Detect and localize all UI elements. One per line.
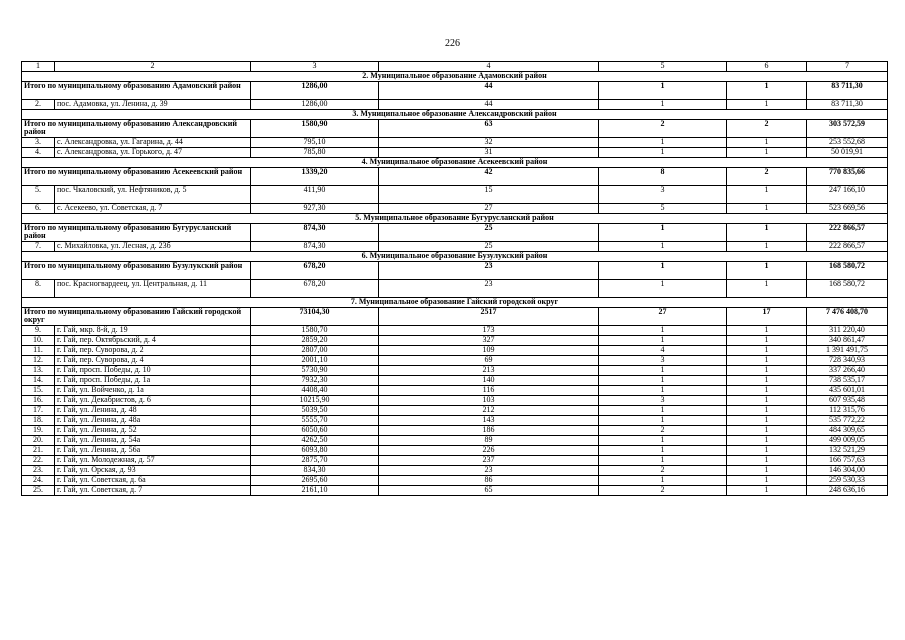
- table-row: [22, 280, 888, 298]
- total-label: Итого по муниципальному образованию Гайский городской округ: [22, 308, 251, 326]
- row-col6: 1: [727, 406, 807, 416]
- row-cost: 222 866,57: [807, 242, 888, 252]
- total-cost: 303 572,59: [807, 120, 888, 138]
- section-title-row: [22, 72, 888, 82]
- row-area: 5730,90: [251, 366, 379, 376]
- total-col6: 2: [727, 120, 807, 138]
- row-col5: 1: [599, 148, 727, 158]
- row-cost: 728 340,93: [807, 356, 888, 366]
- row-number: 5.: [22, 186, 55, 204]
- column-number: 2: [55, 62, 251, 72]
- row-residents: 31: [379, 148, 599, 158]
- row-col5: 2: [599, 486, 727, 496]
- row-residents: 103: [379, 396, 599, 406]
- table-row: [22, 476, 888, 486]
- row-area: 411,90: [251, 186, 379, 204]
- row-col5: 1: [599, 336, 727, 346]
- row-residents: 65: [379, 486, 599, 496]
- row-address: г. Гай, ул. Декабристов, д. 6: [55, 396, 251, 406]
- row-col5: 5: [599, 204, 727, 214]
- row-number: 15.: [22, 386, 55, 396]
- row-col6: 1: [727, 436, 807, 446]
- row-number: 22.: [22, 456, 55, 466]
- table-row: [22, 436, 888, 446]
- row-col6: 1: [727, 326, 807, 336]
- row-number: 7.: [22, 242, 55, 252]
- section-title-row: [22, 214, 888, 224]
- row-number: 13.: [22, 366, 55, 376]
- row-residents: 143: [379, 416, 599, 426]
- row-residents: 186: [379, 426, 599, 436]
- row-residents: 86: [379, 476, 599, 486]
- total-residents: 25: [379, 224, 599, 242]
- row-col5: 1: [599, 446, 727, 456]
- total-cost: 222 866,57: [807, 224, 888, 242]
- total-col6: 1: [727, 82, 807, 100]
- total-residents: 42: [379, 168, 599, 186]
- row-address: г. Гай, пер. Суворова, д. 4: [55, 356, 251, 366]
- row-number: 21.: [22, 446, 55, 456]
- row-cost: 738 535,17: [807, 376, 888, 386]
- section-title: 2. Муниципальное образование Адамовский район: [22, 72, 888, 82]
- row-area: 678,20: [251, 280, 379, 298]
- row-area: 874,30: [251, 242, 379, 252]
- row-col6: 1: [727, 280, 807, 298]
- row-col5: 1: [599, 406, 727, 416]
- row-col6: 1: [727, 138, 807, 148]
- row-cost: 83 711,30: [807, 100, 888, 110]
- table-row: [22, 100, 888, 110]
- row-residents: 23: [379, 280, 599, 298]
- row-number: 16.: [22, 396, 55, 406]
- row-area: 1580,70: [251, 326, 379, 336]
- table-row: [22, 186, 888, 204]
- row-address: г. Гай, ул. Ленина, д. 48а: [55, 416, 251, 426]
- row-address: г. Гай, ул. Ленина, д. 48: [55, 406, 251, 416]
- row-col6: 1: [727, 386, 807, 396]
- total-cost: 83 711,30: [807, 82, 888, 100]
- row-address: г. Гай, пер. Октябрьский, д. 4: [55, 336, 251, 346]
- section-total-row: [22, 308, 888, 326]
- total-residents: 44: [379, 82, 599, 100]
- row-residents: 237: [379, 456, 599, 466]
- row-col5: 1: [599, 436, 727, 446]
- row-address: пос. Красногвардеец, ул. Центральная, д. 11: [55, 280, 251, 298]
- table-row: [22, 336, 888, 346]
- section-total-row: [22, 262, 888, 280]
- table-row: [22, 356, 888, 366]
- row-area: 1286,00: [251, 100, 379, 110]
- row-col6: 1: [727, 366, 807, 376]
- row-area: 2161,10: [251, 486, 379, 496]
- row-cost: 253 552,68: [807, 138, 888, 148]
- row-area: 6093,80: [251, 446, 379, 456]
- row-residents: 213: [379, 366, 599, 376]
- section-title: 5. Муниципальное образование Бугурусланский район: [22, 214, 888, 224]
- total-col5: 1: [599, 262, 727, 280]
- row-col6: 1: [727, 336, 807, 346]
- row-address: г. Гай, просп. Победы, д. 1а: [55, 376, 251, 386]
- row-cost: 248 636,16: [807, 486, 888, 496]
- row-address: с. Михайловка, ул. Лесная, д. 23б: [55, 242, 251, 252]
- table-body: [22, 62, 888, 496]
- section-title: 4. Муниципальное образование Асекеевский район: [22, 158, 888, 168]
- row-residents: 15: [379, 186, 599, 204]
- section-total-row: [22, 82, 888, 100]
- row-area: 6050,60: [251, 426, 379, 436]
- table-row: [22, 242, 888, 252]
- row-address: с. Александровка, ул. Горького, д. 47: [55, 148, 251, 158]
- row-cost: 50 019,91: [807, 148, 888, 158]
- table-row: [22, 486, 888, 496]
- column-number-row: [22, 62, 888, 72]
- row-number: 11.: [22, 346, 55, 356]
- row-cost: 435 601,01: [807, 386, 888, 396]
- row-address: г. Гай, ул. Советская, д. 6а: [55, 476, 251, 486]
- row-cost: 340 861,47: [807, 336, 888, 346]
- total-label: Итого по муниципальному образованию Александровский район: [22, 120, 251, 138]
- section-title-row: [22, 110, 888, 120]
- row-col6: 1: [727, 356, 807, 366]
- row-cost: 311 220,40: [807, 326, 888, 336]
- row-address: г. Гай, ул. Войченко, д. 1а: [55, 386, 251, 396]
- row-col6: 1: [727, 426, 807, 436]
- row-col5: 1: [599, 280, 727, 298]
- row-col5: 1: [599, 100, 727, 110]
- row-number: 10.: [22, 336, 55, 346]
- total-cost: 770 835,66: [807, 168, 888, 186]
- total-col6: 1: [727, 224, 807, 242]
- section-title-row: [22, 252, 888, 262]
- row-cost: 259 530,33: [807, 476, 888, 486]
- row-col6: 1: [727, 486, 807, 496]
- row-col5: 1: [599, 366, 727, 376]
- row-area: 4408,40: [251, 386, 379, 396]
- row-col5: 1: [599, 416, 727, 426]
- total-area: 1580,90: [251, 120, 379, 138]
- row-number: 3.: [22, 138, 55, 148]
- row-col5: 1: [599, 138, 727, 148]
- row-col6: 1: [727, 396, 807, 406]
- row-number: 12.: [22, 356, 55, 366]
- row-col5: 1: [599, 326, 727, 336]
- row-col6: 1: [727, 186, 807, 204]
- row-area: 2859,20: [251, 336, 379, 346]
- row-area: 2001,10: [251, 356, 379, 366]
- row-cost: 132 521,29: [807, 446, 888, 456]
- total-area: 874,30: [251, 224, 379, 242]
- row-area: 10215,90: [251, 396, 379, 406]
- total-area: 73104,30: [251, 308, 379, 326]
- row-cost: 607 935,48: [807, 396, 888, 406]
- table-row: [22, 138, 888, 148]
- column-number: 1: [22, 62, 55, 72]
- row-residents: 140: [379, 376, 599, 386]
- row-area: 2695,60: [251, 476, 379, 486]
- table-row: [22, 148, 888, 158]
- row-cost: 523 669,56: [807, 204, 888, 214]
- row-address: г. Гай, пер. Суворова, д. 2: [55, 346, 251, 356]
- row-cost: 146 304,00: [807, 466, 888, 476]
- row-col6: 1: [727, 242, 807, 252]
- row-residents: 89: [379, 436, 599, 446]
- row-residents: 23: [379, 466, 599, 476]
- row-number: 17.: [22, 406, 55, 416]
- row-col5: 1: [599, 456, 727, 466]
- row-residents: 32: [379, 138, 599, 148]
- row-address: г. Гай, ул. Молодежная, д. 57: [55, 456, 251, 466]
- row-number: 2.: [22, 100, 55, 110]
- table-row: [22, 204, 888, 214]
- row-number: 25.: [22, 486, 55, 496]
- total-col5: 1: [599, 82, 727, 100]
- row-number: 23.: [22, 466, 55, 476]
- total-label: Итого по муниципальному образованию Асекеевский район: [22, 168, 251, 186]
- row-col5: 3: [599, 186, 727, 204]
- table-row: [22, 466, 888, 476]
- total-cost: 168 580,72: [807, 262, 888, 280]
- table-row: [22, 386, 888, 396]
- column-number: 5: [599, 62, 727, 72]
- row-cost: 535 772,22: [807, 416, 888, 426]
- row-address: г. Гай, ул. Ленина, д. 54а: [55, 436, 251, 446]
- row-col6: 1: [727, 456, 807, 466]
- total-residents: 63: [379, 120, 599, 138]
- row-residents: 327: [379, 336, 599, 346]
- total-label: Итого по муниципальному образованию Адамовский район: [22, 82, 251, 100]
- row-address: г. Гай, мкр. 8-й, д. 19: [55, 326, 251, 336]
- row-residents: 25: [379, 242, 599, 252]
- row-area: 7932,30: [251, 376, 379, 386]
- row-address: г. Гай, ул. Ленина, д. 52: [55, 426, 251, 436]
- total-residents: 2517: [379, 308, 599, 326]
- row-col5: 3: [599, 356, 727, 366]
- row-col6: 1: [727, 376, 807, 386]
- column-number: 3: [251, 62, 379, 72]
- row-number: 24.: [22, 476, 55, 486]
- row-address: г. Гай, ул. Советская, д. 7: [55, 486, 251, 496]
- row-number: 20.: [22, 436, 55, 446]
- table-row: [22, 326, 888, 336]
- section-total-row: [22, 224, 888, 242]
- row-number: 14.: [22, 376, 55, 386]
- row-col5: 4: [599, 346, 727, 356]
- row-residents: 116: [379, 386, 599, 396]
- row-col5: 1: [599, 376, 727, 386]
- row-residents: 27: [379, 204, 599, 214]
- table-row: [22, 366, 888, 376]
- row-area: 5039,50: [251, 406, 379, 416]
- row-cost: 247 166,10: [807, 186, 888, 204]
- table-row: [22, 426, 888, 436]
- row-area: 4262,50: [251, 436, 379, 446]
- total-col6: 1: [727, 262, 807, 280]
- row-col5: 1: [599, 476, 727, 486]
- section-title: 6. Муниципальное образование Бузулукский район: [22, 252, 888, 262]
- row-area: 2807,00: [251, 346, 379, 356]
- row-residents: 109: [379, 346, 599, 356]
- row-number: 8.: [22, 280, 55, 298]
- row-col6: 1: [727, 466, 807, 476]
- row-number: 4.: [22, 148, 55, 158]
- row-col6: 1: [727, 148, 807, 158]
- total-label: Итого по муниципальному образованию Бугурусланский район: [22, 224, 251, 242]
- row-residents: 44: [379, 100, 599, 110]
- row-cost: 499 009,05: [807, 436, 888, 446]
- total-col6: 17: [727, 308, 807, 326]
- table-row: [22, 346, 888, 356]
- row-number: 19.: [22, 426, 55, 436]
- row-col5: 2: [599, 426, 727, 436]
- row-col5: 3: [599, 396, 727, 406]
- row-col6: 1: [727, 346, 807, 356]
- row-address: г. Гай, просп. Победы, д. 10: [55, 366, 251, 376]
- table-row: [22, 446, 888, 456]
- row-col6: 1: [727, 416, 807, 426]
- row-address: с. Асекеево, ул. Советская, д. 7: [55, 204, 251, 214]
- row-number: 6.: [22, 204, 55, 214]
- row-cost: 112 315,76: [807, 406, 888, 416]
- section-title: 3. Муниципальное образование Александровский район: [22, 110, 888, 120]
- row-address: г. Гай, ул. Орская, д. 93: [55, 466, 251, 476]
- table-row: [22, 396, 888, 406]
- section-title: 7. Муниципальное образование Гайский городской округ: [22, 298, 888, 308]
- section-title-row: [22, 158, 888, 168]
- row-residents: 226: [379, 446, 599, 456]
- table-row: [22, 376, 888, 386]
- total-col5: 8: [599, 168, 727, 186]
- table-row: [22, 456, 888, 466]
- total-col5: 27: [599, 308, 727, 326]
- row-address: с. Александровка, ул. Гагарина, д. 44: [55, 138, 251, 148]
- row-address: пос. Чкаловский, ул. Нефтяников, д. 5: [55, 186, 251, 204]
- total-col5: 1: [599, 224, 727, 242]
- table-row: [22, 406, 888, 416]
- section-total-row: [22, 168, 888, 186]
- total-col5: 2: [599, 120, 727, 138]
- total-label: Итого по муниципальному образованию Бузулукский район: [22, 262, 251, 280]
- row-number: 18.: [22, 416, 55, 426]
- row-area: 5555,70: [251, 416, 379, 426]
- row-cost: 484 309,65: [807, 426, 888, 436]
- total-area: 678,20: [251, 262, 379, 280]
- row-col6: 1: [727, 100, 807, 110]
- row-area: 785,80: [251, 148, 379, 158]
- total-area: 1339,20: [251, 168, 379, 186]
- column-number: 7: [807, 62, 888, 72]
- total-area: 1286,00: [251, 82, 379, 100]
- row-cost: 166 757,63: [807, 456, 888, 466]
- row-col5: 1: [599, 242, 727, 252]
- total-col6: 2: [727, 168, 807, 186]
- row-address: пос. Адамовка, ул. Ленина, д. 39: [55, 100, 251, 110]
- total-cost: 7 476 408,70: [807, 308, 888, 326]
- row-residents: 173: [379, 326, 599, 336]
- row-residents: 69: [379, 356, 599, 366]
- table-row: [22, 416, 888, 426]
- row-area: 834,30: [251, 466, 379, 476]
- total-residents: 23: [379, 262, 599, 280]
- row-cost: 337 266,40: [807, 366, 888, 376]
- row-number: 9.: [22, 326, 55, 336]
- row-cost: 168 580,72: [807, 280, 888, 298]
- column-number: 6: [727, 62, 807, 72]
- section-total-row: [22, 120, 888, 138]
- row-area: 927,30: [251, 204, 379, 214]
- row-address: г. Гай, ул. Ленина, д. 56а: [55, 446, 251, 456]
- housing-table: [21, 61, 888, 496]
- page-number: 226: [445, 38, 460, 49]
- section-title-row: [22, 298, 888, 308]
- row-col6: 1: [727, 446, 807, 456]
- row-col5: 1: [599, 386, 727, 396]
- row-area: 795,10: [251, 138, 379, 148]
- row-col6: 1: [727, 476, 807, 486]
- column-number: 4: [379, 62, 599, 72]
- row-residents: 212: [379, 406, 599, 416]
- row-cost: 1 391 491,75: [807, 346, 888, 356]
- row-area: 2875,70: [251, 456, 379, 466]
- row-col6: 1: [727, 204, 807, 214]
- row-col5: 2: [599, 466, 727, 476]
